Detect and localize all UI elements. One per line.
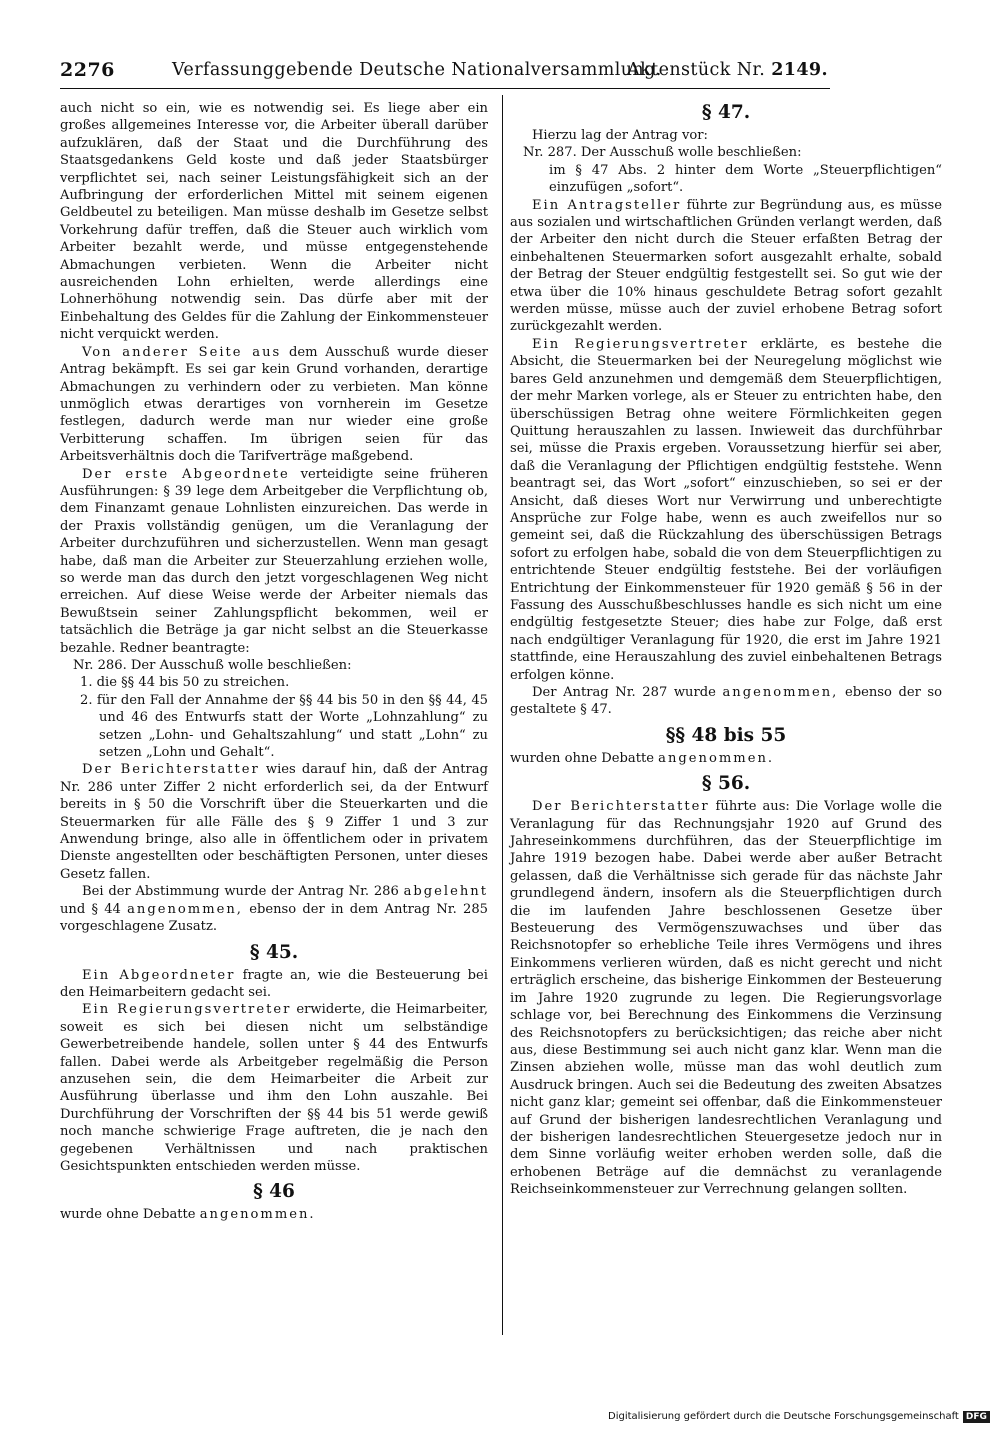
motion-heading: Nr. 286. Der Ausschuß wolle beschließen: — [73, 658, 352, 673]
paragraph-text: wurden ohne Debatte — [510, 750, 654, 766]
motion-item: 1. die §§ 44 bis 50 zu streichen. — [80, 675, 290, 691]
paragraph: Hierzu lag der Antrag vor: — [532, 128, 708, 143]
paragraph: auch nicht so ein, wie es notwendig sei. Es liege aber ein großes allgemeines Interesse vor, die Arbeiter überall darüber aufzuklären, daß der Staat und die Durchführung des Staatsgedankens Geld koste und daß jeder Staatsbürger verpflichtet sei, nach seiner Leistungsfähigkeit sich an der Aufbringung der erforderlichen Mittel mit seinem eigenen Geldbeutel zu beteiligen. Man müsse deshalb im Gesetze selbst Vorkehrung dafür treffen, daß die Steuer auch wirklich vom Arbeiter bezahlt werde, und müsse entgegenstehende Abmachungen verbieten. Wenn die Arbeiter nicht ausreichenden Lohn erhielten, werde allerdings eine Lohnerhöhung notwendig sein. Das dürfe aber mit der Einbehaltung des Geldes für die Zahlung der Einkommensteuer nicht verquickt werden. — [60, 101, 488, 343]
vote-result: angenommen. — [658, 750, 775, 766]
speaker-lead: Von anderer Seite aus — [82, 344, 282, 360]
speaker-lead: Der Berichterstatter — [82, 762, 260, 778]
paragraph — [510, 684, 942, 719]
vote-result: abgelehnt — [403, 884, 488, 900]
running-title: Verfassunggebende Deutsche Nationalversammlung. — [172, 60, 662, 80]
vote-result: angenommen. — [199, 1207, 316, 1223]
paragraph-text: ebenso der so gestaltete § 47. — [510, 685, 943, 718]
paragraph-text: erklärte, es bestehe die Absicht, die Steuermarken bei der Neuregelung möglichst wie bares Geld anzunehmen und demgemäß dem Steuerpflichtigen, der mehr Marken vorlege, als er Steuer zu entrichten habe, den überschüssigen Betrag ohne weitere Förmlichkeiten gegen Quittung herauszahlen zu lassen. Inwieweit das durchführbar sei, müsse die Praxis ergeben. Voraussetzung hierfür sei aber, daß die Veranlagung der Pflichtigen endgültig feststehe. Wenn beantragt sei, das Wort „sofort“ einzuschieben, so sei er der Ansicht, daß dieses Wort nur Verwirrung und unberechtigte Ansprüche zur Folge habe, wenn es auch zweifellos nur so gemeint sei, daß die Rückzahlung des überschüssigen Betrags sofort zu erfolgen habe, sobald die von dem Steuerpflichtigen zu entrichtende Steuer endgültig feststehe. Bei der vorläufigen Entrichtung der Einkommensteuer für 1920 gemäß § 56 in der Fassung des Ausschußbeschlusses handle es sich nicht um eine endgültig festgesetzte Steuer; dies habe zur Folge, daß erst nach endgültiger Veranlagung für 1920, die erst im Jahre 1921 stattfinde, eine Herauszahlung des zuviel einbehaltenen Betrags erfolgen könne. — [510, 336, 942, 683]
section-heading: § 45. — [249, 941, 299, 963]
paragraph-text: ebenso der in dem Antrag Nr. 285 vorgeschlagene Zusatz. — [60, 901, 488, 935]
paragraph — [510, 798, 942, 1198]
section-heading: § 47. — [701, 102, 751, 123]
paragraph-text: und § 44 — [60, 901, 121, 917]
paragraph — [60, 761, 488, 883]
paragraph-text: verteidigte seine früheren Ausführungen: § 39 lege dem Arbeitgeber die Verpflichtung ob, dem Finanzamt genaue Lohnlisten einzureichen. Das werde in der Praxis vollständig genügen, um die Veranlagung der Arbeiter durchzuführen und sicherzustellen. Wenn man gesagt habe, daß man die Arbeiter zur Steuerzahlung erziehen wolle, so werde man das durch den jetzt vorgeschlagenen Weg nicht erreichen. Auf diese Weise werde der Arbeiter niemals das Bewußtsein seiner Zahlungspflicht bekommen, weil er tatsächlich die Beträge ja gar nicht selbst an die Steuerkasse bezahle. Redner beantragte: — [60, 466, 488, 656]
page-header — [60, 59, 828, 85]
document-number: 2149. — [771, 60, 828, 80]
vote-result: angenommen, — [722, 685, 839, 700]
paragraph — [510, 750, 942, 767]
paragraph-text: dem Ausschuß wurde dieser Antrag bekämpft. Es sei gar kein Grund vorhanden, derartige Abmachungen zu verhindern oder zu verbieten. Man könne unmöglich etwas derartiges von vornherein im Gesetze festlegen, dadurch werde man nur wieder eine große Verbitterung schaffen. Im übrigen seien für das Arbeitsverhältnis doch die Tarifverträge maßgebend. — [60, 344, 488, 465]
document-reference — [627, 60, 828, 80]
vote-result: angenommen, — [127, 901, 243, 917]
section-heading: § 56. — [701, 773, 751, 795]
motion-heading: Nr. 287. Der Ausschuß wolle beschließen: — [523, 145, 802, 161]
column-divider — [502, 95, 503, 1335]
header-rule — [60, 88, 830, 89]
digitization-credit — [608, 1411, 990, 1423]
speaker-lead: Ein Abgeordneter — [82, 967, 236, 983]
paragraph — [60, 1001, 488, 1175]
paragraph-text: führte zur Begründung aus, es müsse aus sozialen und wirtschaftlichen Gründen verlangt werden, daß der Arbeiter den nicht durch die Steuer erfaßten Betrag der einbehaltenen Steuermarken sofort ausgezahlt erhalte, sobald der Betrag der Steuer endgültig festgestellt sei. So gut wie der etwa über die 10% hinaus geschuldete Betrag sofort gezahlt werden müsse, müsse auch der zuviel erhobene Betrag sofort zurückgezahlt werden. — [510, 197, 942, 335]
paragraph-text: fragte an, wie die Besteuerung bei den Heimarbeitern gedacht sei. — [60, 967, 488, 1000]
paragraph — [60, 967, 488, 1002]
speaker-lead: Der Berichterstatter — [532, 799, 710, 815]
paragraph — [60, 466, 488, 657]
paragraph — [60, 883, 488, 935]
credit-text: Digitalisierung gefördert durch die Deutsche Forschungsgemeinschaft — [608, 1411, 959, 1422]
dfg-logo: DFG — [963, 1411, 990, 1423]
paragraph-text: wurde ohne Debatte — [60, 1207, 196, 1223]
right-column — [510, 100, 942, 1199]
paragraph — [510, 336, 942, 684]
paragraph-text: Der Antrag Nr. 287 wurde — [532, 685, 716, 700]
speaker-lead: Der erste Abgeordnete — [82, 466, 290, 482]
paragraph — [510, 197, 942, 336]
page-number: 2276 — [60, 59, 115, 81]
speaker-lead: Ein Antragsteller — [532, 197, 682, 213]
section-heading: §§ 48 bis 55 — [665, 724, 787, 746]
speaker-lead: Ein Regierungsvertreter — [532, 336, 749, 352]
left-column — [60, 100, 488, 1224]
paragraph — [60, 344, 488, 466]
section-heading: § 46 — [253, 1181, 295, 1203]
paragraph-text: wies darauf hin, daß der Antrag Nr. 286 unter Ziffer 2 nicht erforderlich sei, da der Entwurf bereits in § 50 die Vorschrift über die Steuerkarten und die Steuermarken für alle Fälle des § 9 Ziffer 1 und 3 zur Anwendung bringe, also alle in öffentlichem oder in privatem Dienste angestellten oder beschäftigten Personen, unter dieses Gesetz fallen. — [60, 762, 488, 882]
speaker-lead: Ein Regierungsvertreter — [82, 1002, 292, 1018]
document-label: Aktenstück Nr. — [627, 60, 766, 80]
motion-item: 2. für den Fall der Annahme der §§ 44 bis 50 in den §§ 44, 45 und 46 des Entwurfs statt der Worte „Lohnzahlung“ zu setzen „Lohn- und Gehaltszahlung“ und statt „Lohn“ zu setzen „Lohn und Gehalt“. — [80, 692, 488, 761]
paragraph — [60, 1206, 488, 1223]
paragraph-text: führte aus: Die Vorlage wolle die Veranlagung für das Rechnungsjahr 1920 auf Grund des Jahreseinkommens durchführen, das der Steuerpflichtige im Jahre 1919 bezogen habe. Dabei werde aber außer Betracht gelassen, daß die Verhältnisse sich gerade für das nächste Jahr grundlegend ändern, insofern als die Steuerpflichtigen durch die im laufenden Jahre beschlossenen Gesetze über Besteuerung des Vermögenszuwachses und über das Reichsnotopfer so erhebliche Teile ihres Vermögens und ihres Einkommens verlieren würden, daß es nicht gerecht und nicht erträglich erscheine, das bisherige Einkommen der Besteuerung im Jahre 1920 zugrunde zu legen. Die Regierungsvorlage schlage vor, bei Berechnung des Einkommens die Verzinsung des Reichsnotopfers zu berücksichtigen; das reiche aber nicht aus, diese Bestimmung sei auch nicht ganz klar. Wenn man die Zinsen abziehen wolle, müsse man das wohl deutlich zum Ausdruck bringen. Auch sei die Bedeutung des zweiten Absatzes nicht ganz klar; gemeint sei offenbar, daß die Einkommensteuer auf Grund der bisherigen landesrechtlichen Veranlagung und der bisherigen landesrechtlichen Steuergesetze jedoch nur in dem Sinne vorläufig weiter erhoben werden solle, daß die erhobenen Beträge auf die demnächst zu veranlagende Reichseinkommensteuer zur Verrechnung gelangen sollten. — [510, 799, 943, 1198]
motion-text: im § 47 Abs. 2 hinter dem Worte „Steuerpflichtigen“ einzufügen „sofort“. — [549, 162, 942, 196]
paragraph-text: Bei der Abstimmung wurde der Antrag Nr. 286 — [82, 884, 399, 900]
paragraph-text: erwiderte, die Heimarbeiter, soweit es sich bei diesen nicht um selbständige Gewerbetreibende handele, sollen unter § 44 des Entwurfs fallen. Dabei werde als Arbeitgeber regelmäßig die Person anzusehen sein, die dem Heimarbeiter die Arbeit zur Ausführung überlasse und ihm den Lohn auszahle. Bei Durchführung der Vorschriften der §§ 44 bis 51 werde gewiß noch manche schwierige Frage auftreten, die je nach den gegebenen Verhältnissen und nach praktischen Gesichtspunkten entschieden werden müsse. — [60, 1002, 488, 1174]
